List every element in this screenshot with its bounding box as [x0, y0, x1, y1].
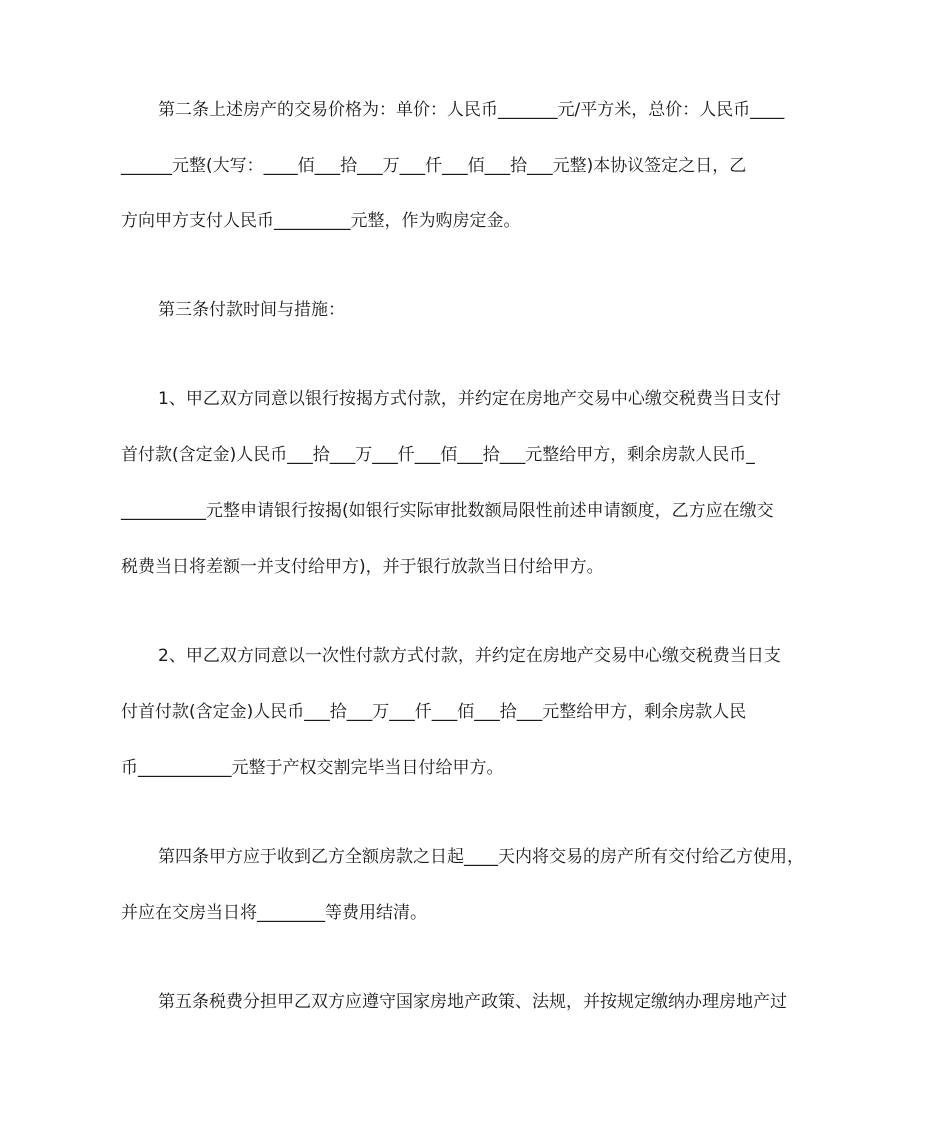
section-heading: 第三条付款时间与措施： [158, 300, 345, 320]
paragraph-line: 第二条上述房产的交易价格为：单价：人民币_______元/平方米，总价：人民币____ [158, 100, 785, 120]
paragraph-line: 2、甲乙双方同意以一次性付款方式付款，并约定在房地产交易中心缴交税费当日支 [158, 646, 781, 666]
paragraph-line: 首付款(含定金)人民币___拾___万___仟___佰___拾___元整给甲方，剩余房款人民币_ [121, 445, 755, 465]
paragraph-line: 币___________元整于产权交割完毕当日付给甲方。 [121, 758, 504, 778]
paragraph-line: 第五条税费分担甲乙双方应遵守国家房地产政策、法规，并按规定缴纳办理房地产过 [158, 992, 787, 1012]
paragraph-line: 并应在交房当日将________等费用结清。 [121, 903, 427, 923]
paragraph-line: __________元整申请银行按揭(如银行实际审批数额局限性前述申请额度，乙方应在缴交 [121, 501, 774, 521]
paragraph-line: 税费当日将差额一并支付给甲方)，并于银行放款当日付给甲方。 [121, 557, 604, 577]
paragraph-line: ______元整(大写：____佰___拾___万___仟___佰___拾___元整)本协议签定之日，乙 [121, 156, 747, 176]
paragraph-line: 第四条甲方应于收到乙方全额房款之日起____天内将交易的房产所有交付给乙方使用， [158, 847, 804, 867]
paragraph-line: 付首付款(含定金)人民币___拾___万___仟___佰___拾___元整给甲方，剩余房款人民 [121, 702, 747, 722]
paragraph-line: 1、甲乙双方同意以银行按揭方式付款，并约定在房地产交易中心缴交税费当日支付 [158, 389, 781, 409]
paragraph-line: 方向甲方支付人民币_________元整，作为购房定金。 [121, 211, 521, 231]
